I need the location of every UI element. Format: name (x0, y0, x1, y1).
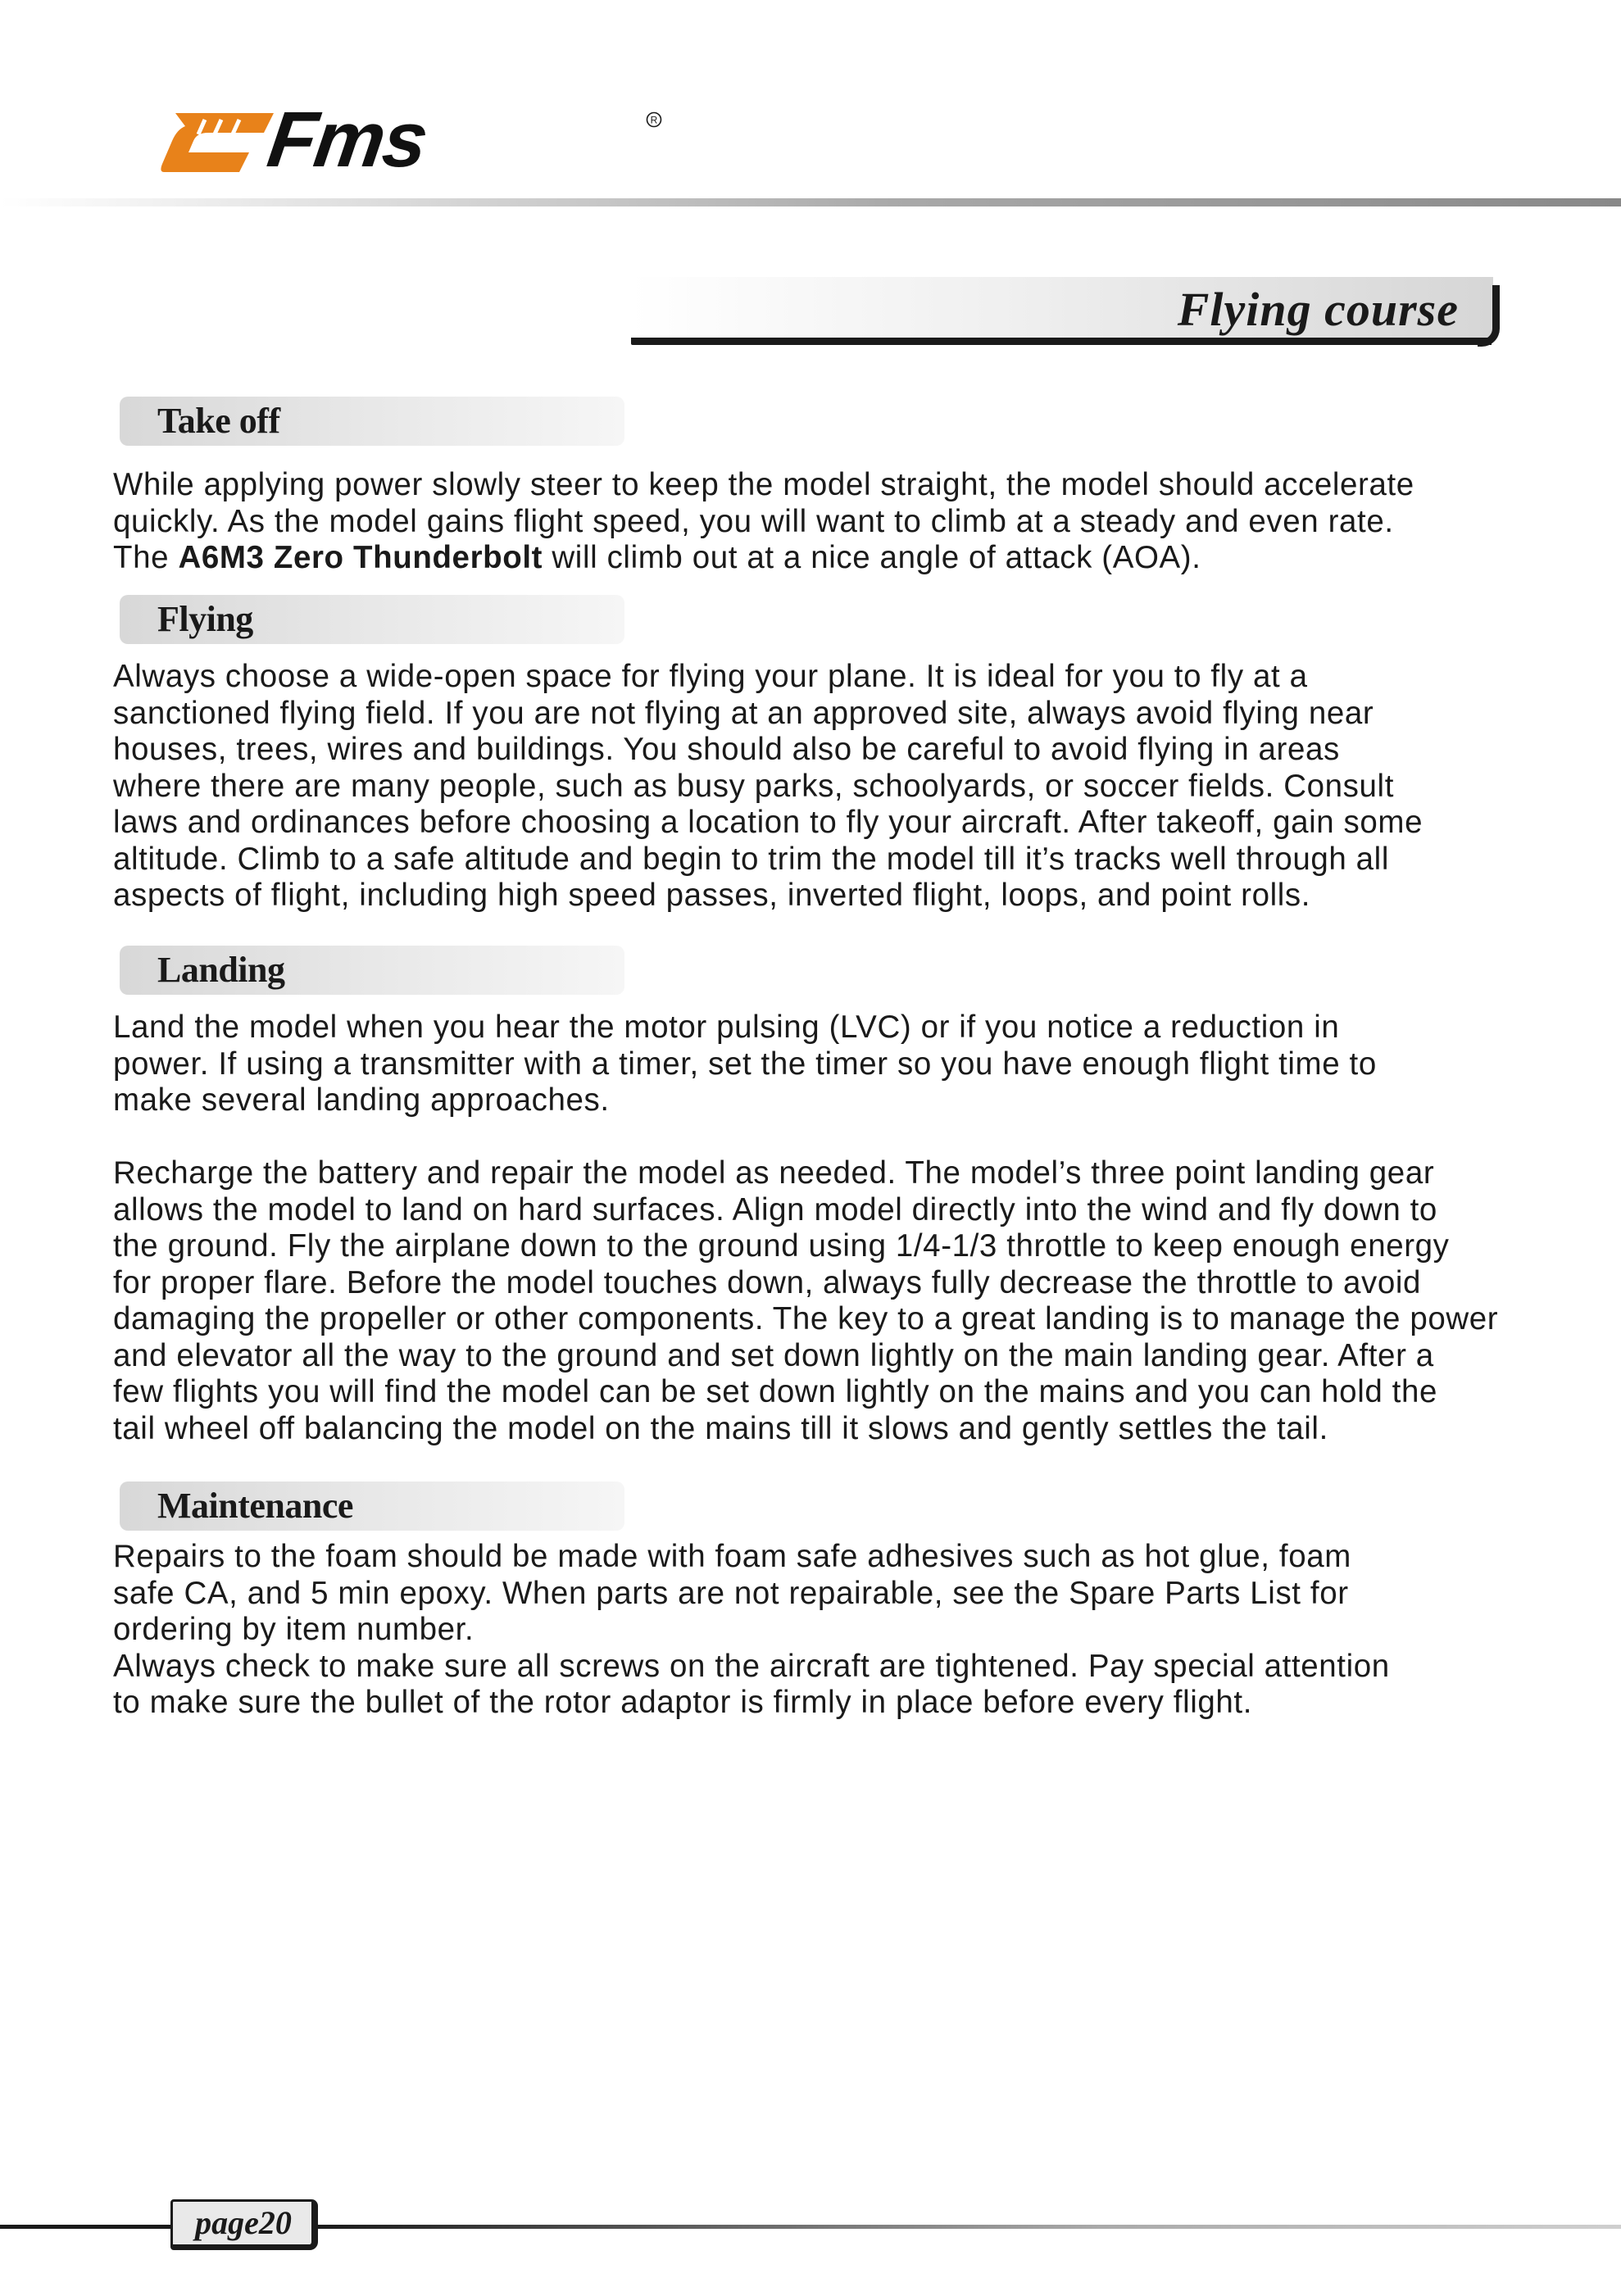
landing-paragraph-1 (113, 1010, 1605, 1119)
page-number: page20 (195, 2204, 292, 2241)
section-heading-landing (120, 946, 624, 995)
paragraph-line: quickly. As the model gains flight speed, you will want to climb at a steady and even rate. (113, 503, 1394, 539)
paragraph-line: altitude. Climb to a safe altitude and begin to trim the model till it’s tracks well through all (113, 841, 1389, 877)
paragraph-line: Always check to make sure all screws on the aircraft are tightened. Pay special attention (113, 1648, 1390, 1684)
paragraph-line: and elevator all the way to the ground and set down lightly on the main landing gear. After a (113, 1337, 1434, 1373)
page-title: Flying course (1177, 283, 1459, 336)
fms-wing-logo-icon (161, 105, 274, 175)
maintenance-paragraph (113, 1539, 1605, 1722)
paragraph-line: Land the model when you hear the motor pulsing (LVC) or if you notice a reduction in (113, 1010, 1340, 1045)
banner-hook (1478, 285, 1500, 347)
paragraph-line: damaging the propeller or other components. The key to a great landing is to manage the power (113, 1301, 1499, 1336)
svg-text:R: R (650, 114, 658, 126)
paragraph-line: sanctioned flying field. If you are not flying at an approved site, always avoid flying near (113, 695, 1374, 731)
model-name: A6M3 Zero Thunderbolt (178, 540, 543, 575)
paragraph-line: to make sure the bullet of the rotor adaptor is firmly in place before every flight. (113, 1685, 1253, 1720)
section-heading-flying (120, 595, 624, 644)
text-run: The (113, 540, 179, 575)
paragraph-line: safe CA, and 5 min epoxy. When parts are not repairable, see the Spare Parts List for (113, 1575, 1349, 1611)
section-heading-label: Take off (157, 401, 280, 441)
paragraph-line: ordering by item number. (113, 1612, 474, 1647)
paragraph-line: tail wheel off balancing the model on the mains till it slows and gently settles the tail. (113, 1410, 1328, 1446)
registered-mark-icon (646, 111, 662, 128)
footer-rule-left (0, 2225, 174, 2229)
paragraph-line: While applying power slowly steer to keep the model straight, the model should accelerate (113, 467, 1414, 502)
paragraph-line: allows the model to land on hard surfaces. Align model directly into the wind and fly down to (113, 1191, 1437, 1227)
paragraph-line: Always choose a wide-open space for flying your plane. It is ideal for you to fly at a (113, 659, 1308, 694)
paragraph-line: power. If using a transmitter with a timer, set the timer so you have enough flight time to (113, 1046, 1377, 1082)
section-heading-label: Landing (157, 950, 285, 990)
text-run: will climb out at a nice angle of attack (AOA). (543, 540, 1201, 575)
brand-logo (161, 96, 658, 184)
section-heading-label: Flying (157, 599, 253, 639)
footer-rule-right (318, 2225, 1621, 2229)
paragraph-line (113, 540, 1605, 577)
paragraph-line: laws and ordinances before choosing a location to fly your aircraft. After takeoff, gain some (113, 805, 1423, 840)
paragraph-line: Repairs to the foam should be made with foam safe adhesives such as hot glue, foam (113, 1539, 1351, 1574)
section-heading-takeoff (120, 397, 624, 446)
paragraph-line: aspects of flight, including high speed passes, inverted flight, loops, and point rolls. (113, 878, 1311, 913)
section-heading-maintenance (120, 1482, 624, 1531)
brand-logo-text: Fms (262, 96, 432, 184)
page-number-tab (170, 2199, 318, 2250)
banner-underline (631, 338, 1492, 345)
paragraph-line: few flights you will find the model can be set down lightly on the mains and you can hold the (113, 1374, 1437, 1409)
paragraph-line: Recharge the battery and repair the model as needed. The model’s three point landing gear (113, 1155, 1435, 1191)
landing-paragraph-2 (113, 1155, 1605, 1447)
paragraph-line: the ground. Fly the airplane down to the ground using 1/4-1/3 throttle to keep enough energy (113, 1228, 1450, 1264)
header-rule (0, 198, 1621, 206)
paragraph-line: for proper flare. Before the model touches down, always fully decrease the throttle to avoid (113, 1264, 1422, 1300)
takeoff-paragraph (113, 467, 1605, 577)
paragraph-line: make several landing approaches. (113, 1082, 610, 1118)
paragraph-line: where there are many people, such as busy parks, schoolyards, or soccer fields. Consult (113, 768, 1394, 804)
page-title-banner (631, 277, 1510, 349)
paragraph-line: houses, trees, wires and buildings. You should also be careful to avoid flying in areas (113, 732, 1340, 767)
flying-paragraph (113, 659, 1605, 914)
section-heading-label: Maintenance (157, 1486, 353, 1526)
